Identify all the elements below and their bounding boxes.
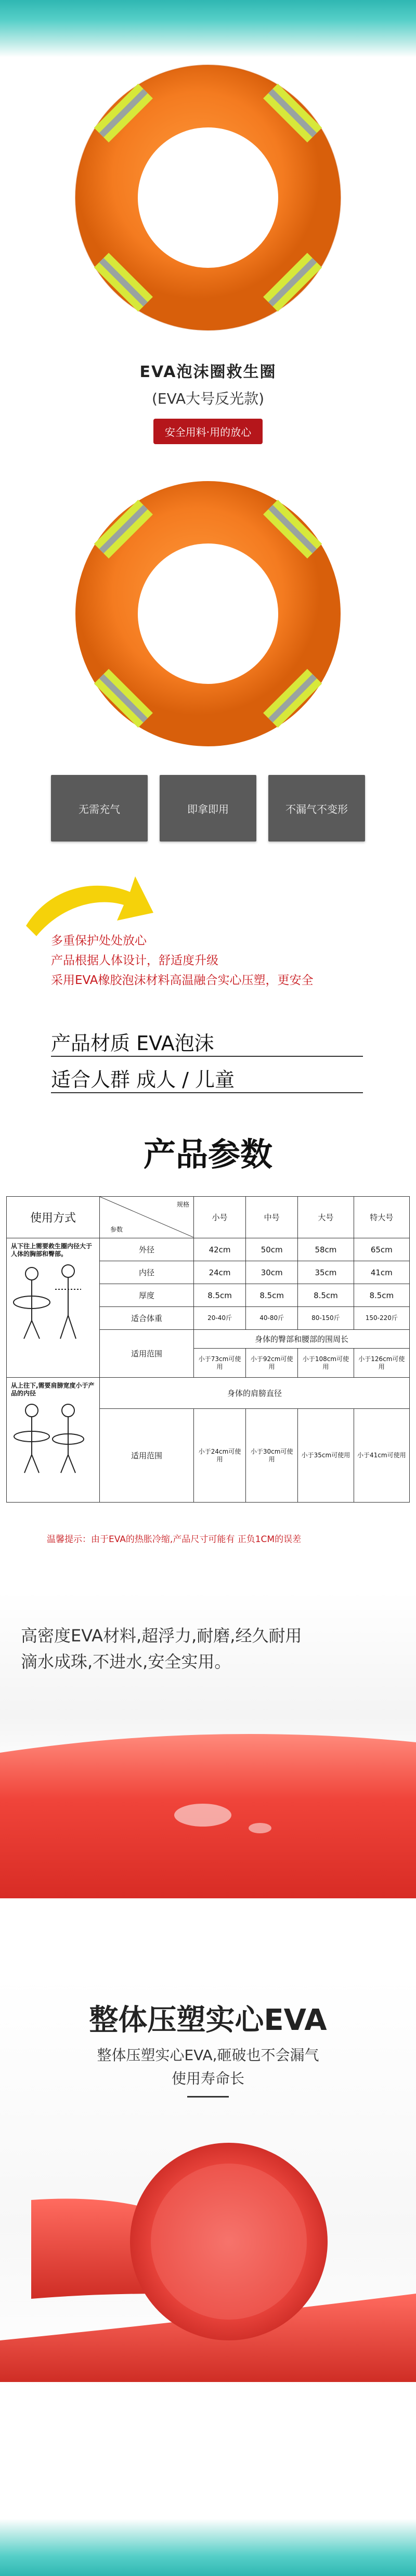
section3-text	[21, 1623, 302, 1675]
size-medium: 中号	[246, 1197, 298, 1238]
bullet-2: 产品根据人体设计，舒适度升级	[51, 954, 218, 967]
top-gradient-band	[0, 0, 416, 57]
method1-text: 从下往上需要救生圈内径大于人体的胸部和臀部。	[11, 1242, 93, 1258]
people-figure-1	[11, 1258, 89, 1341]
feature-no-leak: 不漏气不变形	[268, 775, 365, 842]
product-title: EVA泡沫圈救生圈	[139, 363, 277, 381]
cell-r3-c0: 20-40斤	[194, 1307, 246, 1330]
cell-r1-c1: 30cm	[246, 1261, 298, 1284]
water-scene	[0, 1591, 416, 1904]
tip-wrap	[47, 1532, 411, 1545]
crowd-line: 适合人群 成人 / 儿童	[51, 1068, 235, 1091]
fit1-c0: 小于73cm可使用	[194, 1349, 246, 1378]
feature-bullets	[51, 931, 314, 990]
row-label-2: 厚度	[100, 1284, 194, 1307]
fit2-c1: 小于30cm可使用	[246, 1409, 298, 1503]
cell-r3-c3: 150-220斤	[354, 1307, 409, 1330]
cell-r1-c2: 35cm	[298, 1261, 354, 1284]
cut-eva-ring-image	[0, 2122, 416, 2382]
safety-badge: 安全用料·用的放心	[153, 419, 263, 444]
title-underline	[187, 2096, 229, 2098]
fit1-c2: 小于108cm可使用	[298, 1349, 354, 1378]
cell-r0-c0: 42cm	[194, 1238, 246, 1261]
fit1-c1: 小于92cm可使用	[246, 1349, 298, 1378]
yellow-arrow-icon	[21, 863, 156, 941]
cell-r2-c1: 8.5cm	[246, 1284, 298, 1307]
cell-r0-c1: 50cm	[246, 1238, 298, 1261]
water-droplet-large	[174, 1804, 231, 1827]
row-label-0: 外径	[100, 1238, 194, 1261]
section4-line2: 使用寿命长	[171, 2070, 244, 2087]
bullet-1: 多重保护处处放心	[51, 934, 147, 948]
method1-cell	[7, 1238, 100, 1378]
bullet-3: 采用EVA橡胶泡沫材料高温融合实心压塑，更安全	[51, 974, 314, 987]
cell-r1-c0: 24cm	[194, 1261, 246, 1284]
params-table	[6, 1196, 410, 1503]
product-subtitle: (EVA大号反光款)	[151, 390, 265, 407]
cell-r3-c1: 40-80斤	[246, 1307, 298, 1330]
fit-label-2: 适用范围	[100, 1409, 194, 1503]
params-heading: 产品参数	[143, 1135, 272, 1173]
feature-no-inflation: 无需充气	[51, 775, 148, 842]
size-xlarge: 特大号	[354, 1197, 409, 1238]
lifebuoy-image-1	[73, 62, 343, 333]
bottom-gradient-band	[0, 2519, 416, 2576]
cell-r2-c0: 8.5cm	[194, 1284, 246, 1307]
solid-eva-scene	[0, 1976, 416, 2392]
material-line: 产品材质 EVA泡沫	[51, 1032, 214, 1055]
material-row	[51, 1027, 363, 1057]
fit2-c2: 小于35cm可使用	[298, 1409, 354, 1503]
section3-line1: 高密度EVA材料,超浮力,耐磨,经久耐用	[21, 1626, 302, 1646]
fit2-c0: 小于24cm可使用	[194, 1409, 246, 1503]
cell-r0-c3: 65cm	[354, 1238, 409, 1261]
size-large: 大号	[298, 1197, 354, 1238]
water-droplet-small	[249, 1823, 271, 1833]
size-tip: 温馨提示：由于EVA的热胀冷缩,产品尺寸可能有 正负1CM的误差	[47, 1534, 302, 1545]
cell-r2-c2: 8.5cm	[298, 1284, 354, 1307]
section3-line2: 滴水成珠,不进水,安全实用。	[21, 1652, 231, 1672]
fit-label-1: 适用范围	[100, 1330, 194, 1378]
row-label-1: 内径	[100, 1261, 194, 1284]
feature-ready-to-use: 即拿即用	[160, 775, 256, 842]
fit1-c3: 小于126cm可使用	[354, 1349, 409, 1378]
section4-line1: 整体压塑实心EVA,砸破也不会漏气	[97, 2047, 319, 2064]
people-figure-2	[11, 1397, 89, 1475]
badge-wrap	[0, 419, 416, 444]
cell-r0-c2: 58cm	[298, 1238, 354, 1261]
cell-r2-c3: 8.5cm	[354, 1284, 409, 1307]
method2-cell	[7, 1378, 100, 1503]
spec-param-cell	[100, 1197, 194, 1238]
crowd-row	[51, 1064, 363, 1093]
fit2-c3: 小于41cm可使用	[354, 1409, 409, 1503]
cell-r1-c3: 41cm	[354, 1261, 409, 1284]
section4-title: 整体压塑实心EVA	[89, 2003, 327, 2037]
method2-text: 从上往下,需要肩膀宽度小于产品的内径	[11, 1382, 95, 1397]
spec-label: 规格	[176, 1201, 189, 1208]
method2-caption: 身体的肩膀直径	[100, 1378, 410, 1409]
method1-caption: 身体的臀部和腰部的围周长	[194, 1330, 410, 1349]
lifebuoy-image-2	[73, 478, 343, 749]
row-label-3: 适合体重	[100, 1307, 194, 1330]
usage-label: 使用方式	[7, 1197, 100, 1238]
size-small: 小号	[194, 1197, 246, 1238]
red-eva-surface	[0, 1721, 416, 1898]
param-label: 参数	[110, 1226, 123, 1233]
cell-r3-c2: 80-150斤	[298, 1307, 354, 1330]
